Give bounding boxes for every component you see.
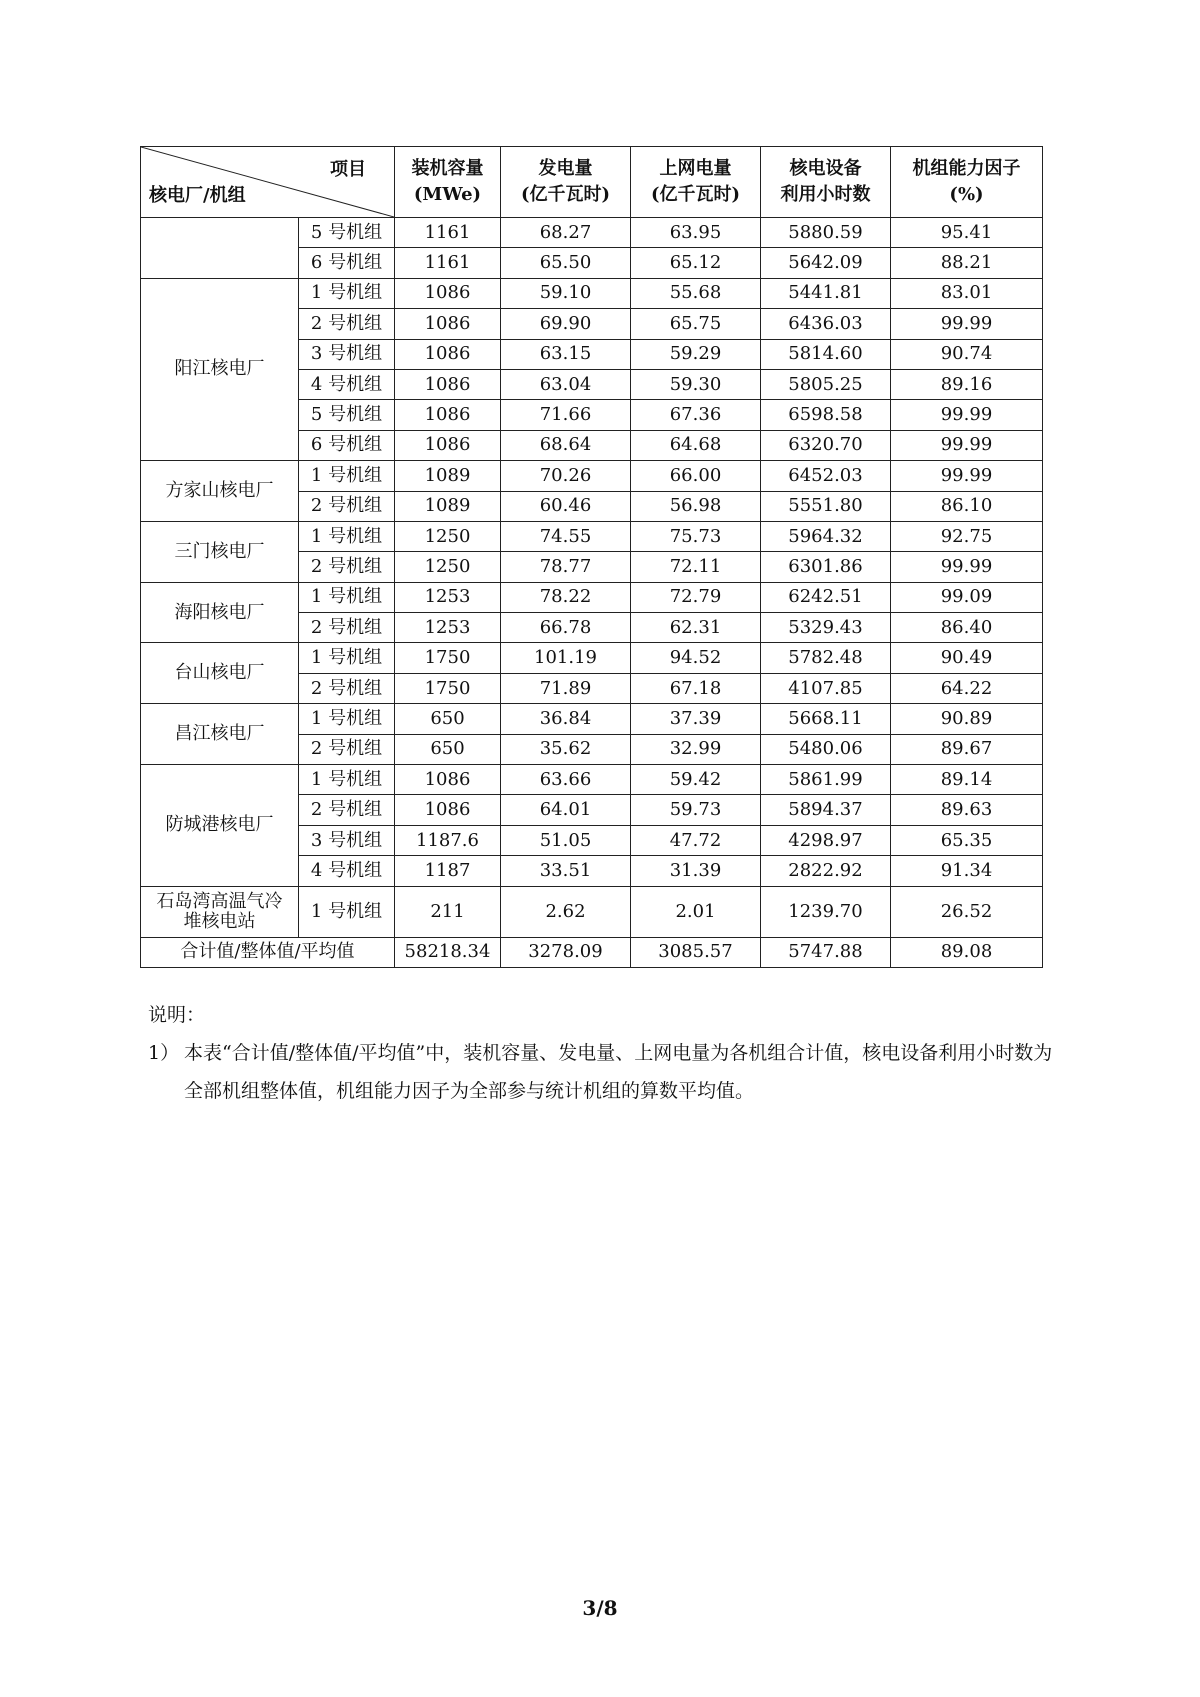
value-cell: 1161 (395, 218, 501, 248)
value-cell: 99.09 (891, 582, 1043, 612)
value-cell: 89.63 (891, 795, 1043, 825)
value-cell: 1089 (395, 491, 501, 521)
value-cell: 63.04 (501, 369, 631, 399)
value-cell: 2822.92 (761, 856, 891, 886)
value-cell: 75.73 (631, 521, 761, 551)
total-value-cell: 5747.88 (761, 937, 891, 967)
value-cell: 59.30 (631, 369, 761, 399)
value-cell: 63.15 (501, 339, 631, 369)
plant-name-cell: 台山核电厂 (141, 643, 299, 704)
unit-name-cell: 1 号机组 (299, 765, 395, 795)
plant-name-cell: 阳江核电厂 (141, 278, 299, 460)
value-cell: 74.55 (501, 521, 631, 551)
value-cell: 35.62 (501, 734, 631, 764)
value-cell: 1253 (395, 582, 501, 612)
unit-name-cell: 2 号机组 (299, 734, 395, 764)
value-cell: 5329.43 (761, 613, 891, 643)
unit-name-cell: 3 号机组 (299, 825, 395, 855)
value-cell: 1161 (395, 248, 501, 278)
column-header-grid-energy: 上网电量 (亿千瓦时) (631, 147, 761, 218)
value-cell: 26.52 (891, 886, 1043, 937)
unit-name-cell: 2 号机组 (299, 613, 395, 643)
column-header-generation: 发电量 (亿千瓦时) (501, 147, 631, 218)
value-cell: 95.41 (891, 218, 1043, 248)
value-cell: 60.46 (501, 491, 631, 521)
value-cell: 1253 (395, 613, 501, 643)
value-cell: 33.51 (501, 856, 631, 886)
total-label-cell: 合计值/整体值/平均值 (141, 937, 395, 967)
value-cell: 90.74 (891, 339, 1043, 369)
value-cell: 99.99 (891, 461, 1043, 491)
value-cell: 6242.51 (761, 582, 891, 612)
total-row (141, 937, 1043, 967)
value-cell: 69.90 (501, 309, 631, 339)
value-cell: 65.35 (891, 825, 1043, 855)
value-cell: 6598.58 (761, 400, 891, 430)
value-cell: 1187 (395, 856, 501, 886)
value-cell: 6301.86 (761, 552, 891, 582)
value-cell: 86.10 (891, 491, 1043, 521)
value-cell: 5880.59 (761, 218, 891, 248)
value-cell: 1750 (395, 673, 501, 703)
column-header-capability-factor: 机组能力因子 (%) (891, 147, 1043, 218)
value-cell: 1750 (395, 643, 501, 673)
plant-name-line: 石岛湾高温气冷 (156, 890, 283, 912)
value-cell: 72.79 (631, 582, 761, 612)
value-cell: 1086 (395, 430, 501, 460)
value-cell: 5441.81 (761, 278, 891, 308)
table-body (141, 218, 1043, 968)
note-item (148, 1034, 1068, 1110)
plant-name-line: 堆核电站 (183, 910, 256, 932)
value-cell: 1250 (395, 521, 501, 551)
value-cell: 56.98 (631, 491, 761, 521)
value-cell: 211 (395, 886, 501, 937)
unit-name-cell: 4 号机组 (299, 369, 395, 399)
value-cell: 71.89 (501, 673, 631, 703)
value-cell: 37.39 (631, 704, 761, 734)
table-row (141, 218, 1043, 248)
unit-name-cell: 2 号机组 (299, 673, 395, 703)
value-cell: 99.99 (891, 430, 1043, 460)
plant-name-cell (141, 218, 299, 279)
value-cell: 1086 (395, 400, 501, 430)
total-value-cell: 89.08 (891, 937, 1043, 967)
unit-name-cell: 1 号机组 (299, 886, 395, 937)
value-cell: 5480.06 (761, 734, 891, 764)
value-cell: 650 (395, 734, 501, 764)
value-cell: 6320.70 (761, 430, 891, 460)
unit-name-cell: 1 号机组 (299, 643, 395, 673)
nuclear-stats-table (140, 146, 1043, 968)
value-cell: 92.75 (891, 521, 1043, 551)
value-cell: 31.39 (631, 856, 761, 886)
value-cell: 65.75 (631, 309, 761, 339)
value-cell: 1086 (395, 309, 501, 339)
note-text: 本表“合计值/整体值/平均值”中，装机容量、发电量、上网电量为各机组合计值，核电设备利用小时数为全部机组整体值，机组能力因子为全部参与统计机组的算数平均值。 (184, 1042, 1053, 1102)
column-header-capacity: 装机容量 (MWe) (395, 147, 501, 218)
value-cell: 67.36 (631, 400, 761, 430)
value-cell: 65.50 (501, 248, 631, 278)
plant-name-cell: 方家山核电厂 (141, 461, 299, 522)
value-cell: 63.95 (631, 218, 761, 248)
value-cell: 650 (395, 704, 501, 734)
value-cell: 5551.80 (761, 491, 891, 521)
value-cell: 83.01 (891, 278, 1043, 308)
value-cell: 86.40 (891, 613, 1043, 643)
value-cell: 6452.03 (761, 461, 891, 491)
plant-name-cell: 防城港核电厂 (141, 765, 299, 887)
table-row (141, 521, 1043, 551)
value-cell: 5861.99 (761, 765, 891, 795)
unit-name-cell: 1 号机组 (299, 582, 395, 612)
value-cell: 64.22 (891, 673, 1043, 703)
plant-name-cell (141, 886, 299, 937)
value-cell: 1086 (395, 278, 501, 308)
value-cell: 1086 (395, 795, 501, 825)
unit-name-cell: 2 号机组 (299, 795, 395, 825)
plant-unit-header-label: 核电厂/机组 (149, 185, 246, 206)
total-value-cell: 3085.57 (631, 937, 761, 967)
value-cell: 1086 (395, 339, 501, 369)
value-cell: 64.01 (501, 795, 631, 825)
unit-name-cell: 5 号机组 (299, 400, 395, 430)
value-cell: 99.99 (891, 309, 1043, 339)
unit-name-cell: 1 号机组 (299, 704, 395, 734)
value-cell: 89.16 (891, 369, 1043, 399)
unit-name-cell: 2 号机组 (299, 552, 395, 582)
table-row (141, 582, 1043, 612)
unit-name-cell: 1 号机组 (299, 278, 395, 308)
value-cell: 1187.6 (395, 825, 501, 855)
value-cell: 5964.32 (761, 521, 891, 551)
value-cell: 6436.03 (761, 309, 891, 339)
value-cell: 78.77 (501, 552, 631, 582)
plant-name-cell: 三门核电厂 (141, 521, 299, 582)
table-row (141, 643, 1043, 673)
value-cell: 67.18 (631, 673, 761, 703)
value-cell: 5805.25 (761, 369, 891, 399)
value-cell: 51.05 (501, 825, 631, 855)
value-cell: 62.31 (631, 613, 761, 643)
table-row (141, 886, 1043, 937)
value-cell: 66.00 (631, 461, 761, 491)
unit-name-cell: 5 号机组 (299, 218, 395, 248)
value-cell: 99.99 (891, 552, 1043, 582)
value-cell: 2.62 (501, 886, 631, 937)
value-cell: 59.73 (631, 795, 761, 825)
table-row (141, 278, 1043, 308)
value-cell: 1086 (395, 765, 501, 795)
value-cell: 70.26 (501, 461, 631, 491)
value-cell: 47.72 (631, 825, 761, 855)
value-cell: 71.66 (501, 400, 631, 430)
value-cell: 78.22 (501, 582, 631, 612)
value-cell: 63.66 (501, 765, 631, 795)
notes-section (148, 996, 1068, 1110)
unit-name-cell: 1 号机组 (299, 521, 395, 551)
value-cell: 64.68 (631, 430, 761, 460)
value-cell: 59.42 (631, 765, 761, 795)
value-cell: 91.34 (891, 856, 1043, 886)
value-cell: 5782.48 (761, 643, 891, 673)
table-row (141, 765, 1043, 795)
unit-name-cell: 6 号机组 (299, 248, 395, 278)
value-cell: 68.64 (501, 430, 631, 460)
column-header-utilization-hours: 核电设备 利用小时数 (761, 147, 891, 218)
value-cell: 99.99 (891, 400, 1043, 430)
table-row (141, 461, 1043, 491)
total-value-cell: 3278.09 (501, 937, 631, 967)
table-row (141, 704, 1043, 734)
value-cell: 4107.85 (761, 673, 891, 703)
value-cell: 90.49 (891, 643, 1043, 673)
value-cell: 66.78 (501, 613, 631, 643)
value-cell: 5642.09 (761, 248, 891, 278)
unit-name-cell: 2 号机组 (299, 309, 395, 339)
unit-name-cell: 1 号机组 (299, 461, 395, 491)
value-cell: 72.11 (631, 552, 761, 582)
value-cell: 5894.37 (761, 795, 891, 825)
plant-name-cell: 昌江核电厂 (141, 704, 299, 765)
value-cell: 5668.11 (761, 704, 891, 734)
unit-name-cell: 6 号机组 (299, 430, 395, 460)
value-cell: 68.27 (501, 218, 631, 248)
value-cell: 2.01 (631, 886, 761, 937)
value-cell: 65.12 (631, 248, 761, 278)
unit-name-cell: 2 号机组 (299, 491, 395, 521)
value-cell: 4298.97 (761, 825, 891, 855)
notes-heading: 说明： (148, 1004, 206, 1026)
value-cell: 36.84 (501, 704, 631, 734)
unit-name-cell: 4 号机组 (299, 856, 395, 886)
value-cell: 88.21 (891, 248, 1043, 278)
plant-name-cell: 海阳核电厂 (141, 582, 299, 643)
value-cell: 1089 (395, 461, 501, 491)
unit-name-cell: 3 号机组 (299, 339, 395, 369)
value-cell: 94.52 (631, 643, 761, 673)
value-cell: 1086 (395, 369, 501, 399)
value-cell: 32.99 (631, 734, 761, 764)
diagonal-header-cell (141, 147, 395, 218)
value-cell: 89.67 (891, 734, 1043, 764)
total-value-cell: 58218.34 (395, 937, 501, 967)
note-number: 1） (148, 1042, 180, 1064)
page-number: 3/8 (582, 1596, 618, 1620)
value-cell: 59.10 (501, 278, 631, 308)
value-cell: 89.14 (891, 765, 1043, 795)
value-cell: 1250 (395, 552, 501, 582)
table-header (141, 147, 1043, 218)
value-cell: 59.29 (631, 339, 761, 369)
value-cell: 5814.60 (761, 339, 891, 369)
value-cell: 55.68 (631, 278, 761, 308)
item-header-label: 项目 (330, 159, 366, 180)
value-cell: 90.89 (891, 704, 1043, 734)
value-cell: 101.19 (501, 643, 631, 673)
value-cell: 1239.70 (761, 886, 891, 937)
